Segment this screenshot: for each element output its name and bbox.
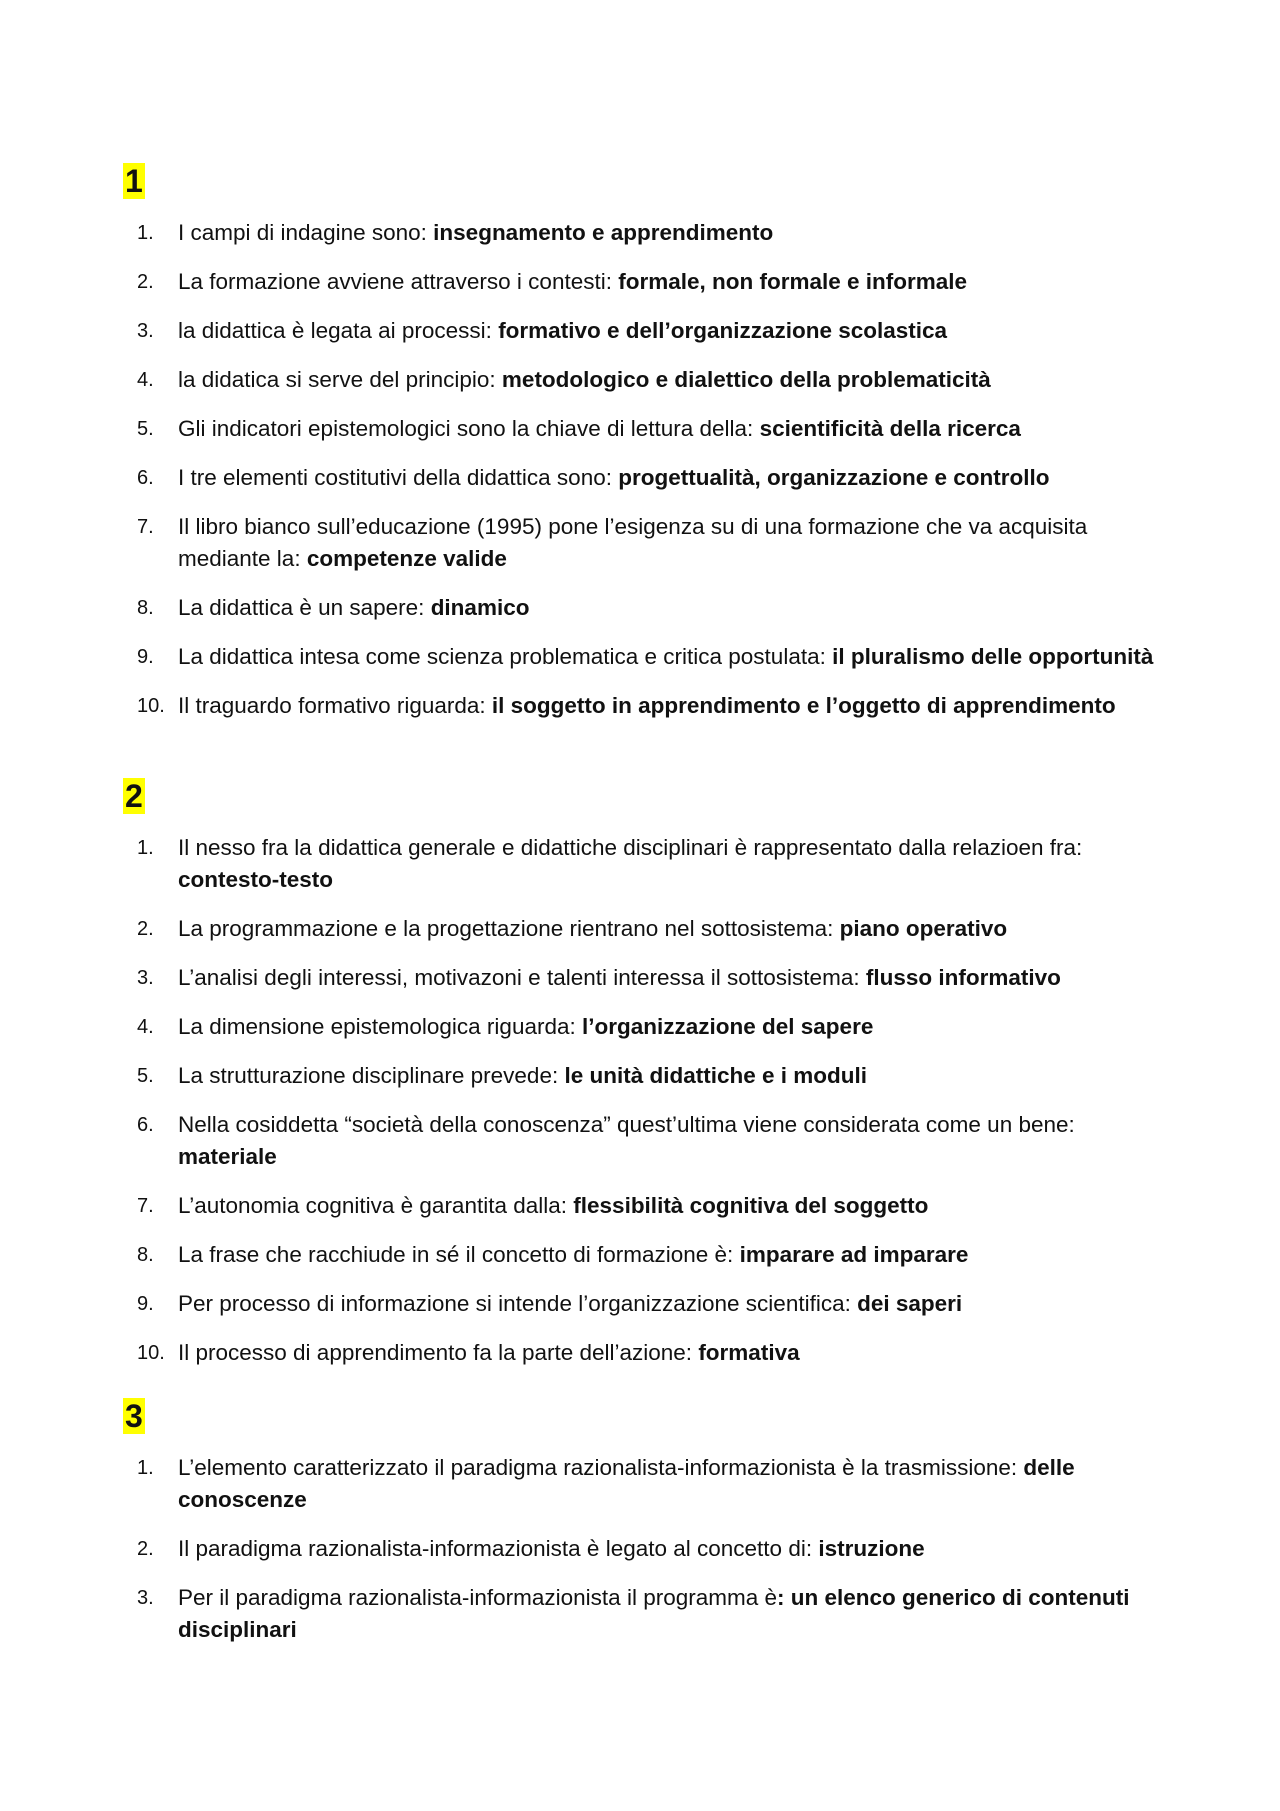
item-answer: istruzione — [818, 1536, 925, 1561]
item-text: Per il paradigma razionalista-informazionista il programma è — [178, 1585, 777, 1610]
item-number: 7. — [137, 1195, 154, 1217]
item-text: Il traguardo formativo riguarda: — [178, 693, 492, 718]
item-answer: il pluralismo delle opportunità — [832, 644, 1154, 669]
item-number: 1. — [137, 837, 154, 859]
section-heading: 1 — [125, 163, 143, 199]
question-list — [123, 1452, 1173, 1646]
section-1 — [123, 163, 1173, 739]
list-item — [123, 913, 1173, 945]
list-item — [123, 1582, 1173, 1646]
section-3 — [123, 1398, 1173, 1663]
list-item — [123, 1011, 1173, 1043]
item-answer: contesto-testo — [178, 867, 334, 892]
item-number: 10. — [137, 1342, 165, 1364]
item-number: 1. — [137, 222, 154, 244]
item-text: Il processo di apprendimento fa la parte dell’azione: — [178, 1340, 699, 1365]
list-item — [123, 266, 1173, 298]
item-text: I campi di indagine sono: — [178, 220, 434, 245]
list-item — [123, 1109, 1173, 1173]
item-answer: metodologico e dialettico della problematicità — [501, 367, 991, 392]
item-answer: materiale — [178, 1144, 277, 1169]
list-item — [123, 511, 1173, 575]
item-answer: dinamico — [430, 595, 530, 620]
item-answer: flessibilità cognitiva del soggetto — [573, 1193, 929, 1218]
list-item — [123, 462, 1173, 494]
item-answer: insegnamento e apprendimento — [433, 220, 774, 245]
item-answer: competenze valide — [306, 546, 507, 571]
item-text: La didattica intesa come scienza problematica e critica postulata: — [178, 644, 833, 669]
question-list — [123, 832, 1173, 1369]
item-text: la didatica si serve del principio: — [178, 367, 502, 392]
item-number: 2. — [137, 1538, 154, 1560]
item-number: 6. — [137, 467, 154, 489]
list-item — [123, 690, 1173, 722]
list-item — [123, 217, 1173, 249]
item-text: Gli indicatori epistemologici sono la chiave di lettura della: — [178, 416, 760, 441]
list-item — [123, 641, 1173, 673]
item-text: I tre elementi costitutivi della didattica sono: — [178, 465, 619, 490]
item-number: 3. — [137, 967, 154, 989]
list-item — [123, 1533, 1173, 1565]
item-number: 4. — [137, 369, 154, 391]
list-item — [123, 413, 1173, 445]
item-number: 1. — [137, 1457, 154, 1479]
item-answer: formativo e dell’organizzazione scolastica — [498, 318, 948, 343]
list-item — [123, 315, 1173, 347]
item-text: Il libro bianco sull’educazione (1995) pone l’esigenza su di una formazione che va acquisita mediante la: — [178, 514, 1088, 571]
item-number: 3. — [137, 320, 154, 342]
item-number: 6. — [137, 1114, 154, 1136]
list-item — [123, 1452, 1173, 1516]
section-heading: 3 — [125, 1398, 143, 1434]
item-answer: flusso informativo — [865, 965, 1061, 990]
item-answer: le unità didattiche e i moduli — [564, 1063, 867, 1088]
list-item — [123, 592, 1173, 624]
item-text: La frase che racchiude in sé il concetto di formazione è: — [178, 1242, 740, 1267]
item-text: Per processo di informazione si intende l’organizzazione scientifica: — [178, 1291, 858, 1316]
item-text: La didattica è un sapere: — [178, 595, 431, 620]
list-item — [123, 832, 1173, 896]
item-number: 4. — [137, 1016, 154, 1038]
item-text: L’elemento caratterizzato il paradigma razionalista-informazionista è la trasmissione: — [178, 1455, 1024, 1480]
section-2 — [123, 778, 1173, 1386]
section-heading: 2 — [125, 778, 143, 814]
item-text: La dimensione epistemologica riguarda: — [178, 1014, 582, 1039]
item-answer: formale, non formale e informale — [618, 269, 968, 294]
item-text: La strutturazione disciplinare prevede: — [178, 1063, 565, 1088]
item-number: 5. — [137, 418, 154, 440]
item-text: L’analisi degli interessi, motivazoni e talenti interessa il sottosistema: — [178, 965, 866, 990]
item-number: 3. — [137, 1587, 154, 1609]
item-answer: dei saperi — [857, 1291, 963, 1316]
item-number: 8. — [137, 1244, 154, 1266]
list-item — [123, 364, 1173, 396]
item-number: 2. — [137, 918, 154, 940]
item-answer: : un elenco generico di contenuti disciplinari — [178, 1585, 1130, 1642]
item-answer: imparare ad imparare — [739, 1242, 969, 1267]
item-text: Il nesso fra la didattica generale e didattiche disciplinari è rappresentato dalla relazioen fra: — [178, 835, 1083, 860]
item-text: Nella cosiddetta “società della conoscenza” quest’ultima viene considerata come un bene: — [178, 1112, 1075, 1137]
item-answer: piano operativo — [839, 916, 1008, 941]
item-answer: il soggetto in apprendimento e l’oggetto di apprendimento — [491, 693, 1116, 718]
item-number: 9. — [137, 1293, 154, 1315]
item-number: 10. — [137, 695, 165, 717]
item-number: 7. — [137, 516, 154, 538]
item-text: La programmazione e la progettazione rientrano nel sottosistema: — [178, 916, 840, 941]
list-item — [123, 1337, 1173, 1369]
item-number: 5. — [137, 1065, 154, 1087]
list-item — [123, 1060, 1173, 1092]
item-answer: l’organizzazione del sapere — [582, 1014, 874, 1039]
item-number: 2. — [137, 271, 154, 293]
item-text: la didattica è legata ai processi: — [178, 318, 499, 343]
list-item — [123, 1239, 1173, 1271]
item-text: La formazione avviene attraverso i contesti: — [178, 269, 619, 294]
item-answer: delle conoscenze — [178, 1455, 1075, 1512]
item-answer: formativa — [698, 1340, 800, 1365]
item-number: 8. — [137, 597, 154, 619]
list-item — [123, 962, 1173, 994]
question-list — [123, 217, 1173, 722]
item-text: L’autonomia cognitiva è garantita dalla: — [178, 1193, 574, 1218]
item-number: 9. — [137, 646, 154, 668]
item-text: Il paradigma razionalista-informazionista è legato al concetto di: — [178, 1536, 819, 1561]
item-answer: scientificità della ricerca — [759, 416, 1021, 441]
list-item — [123, 1190, 1173, 1222]
list-item — [123, 1288, 1173, 1320]
item-answer: progettualità, organizzazione e controllo — [618, 465, 1050, 490]
